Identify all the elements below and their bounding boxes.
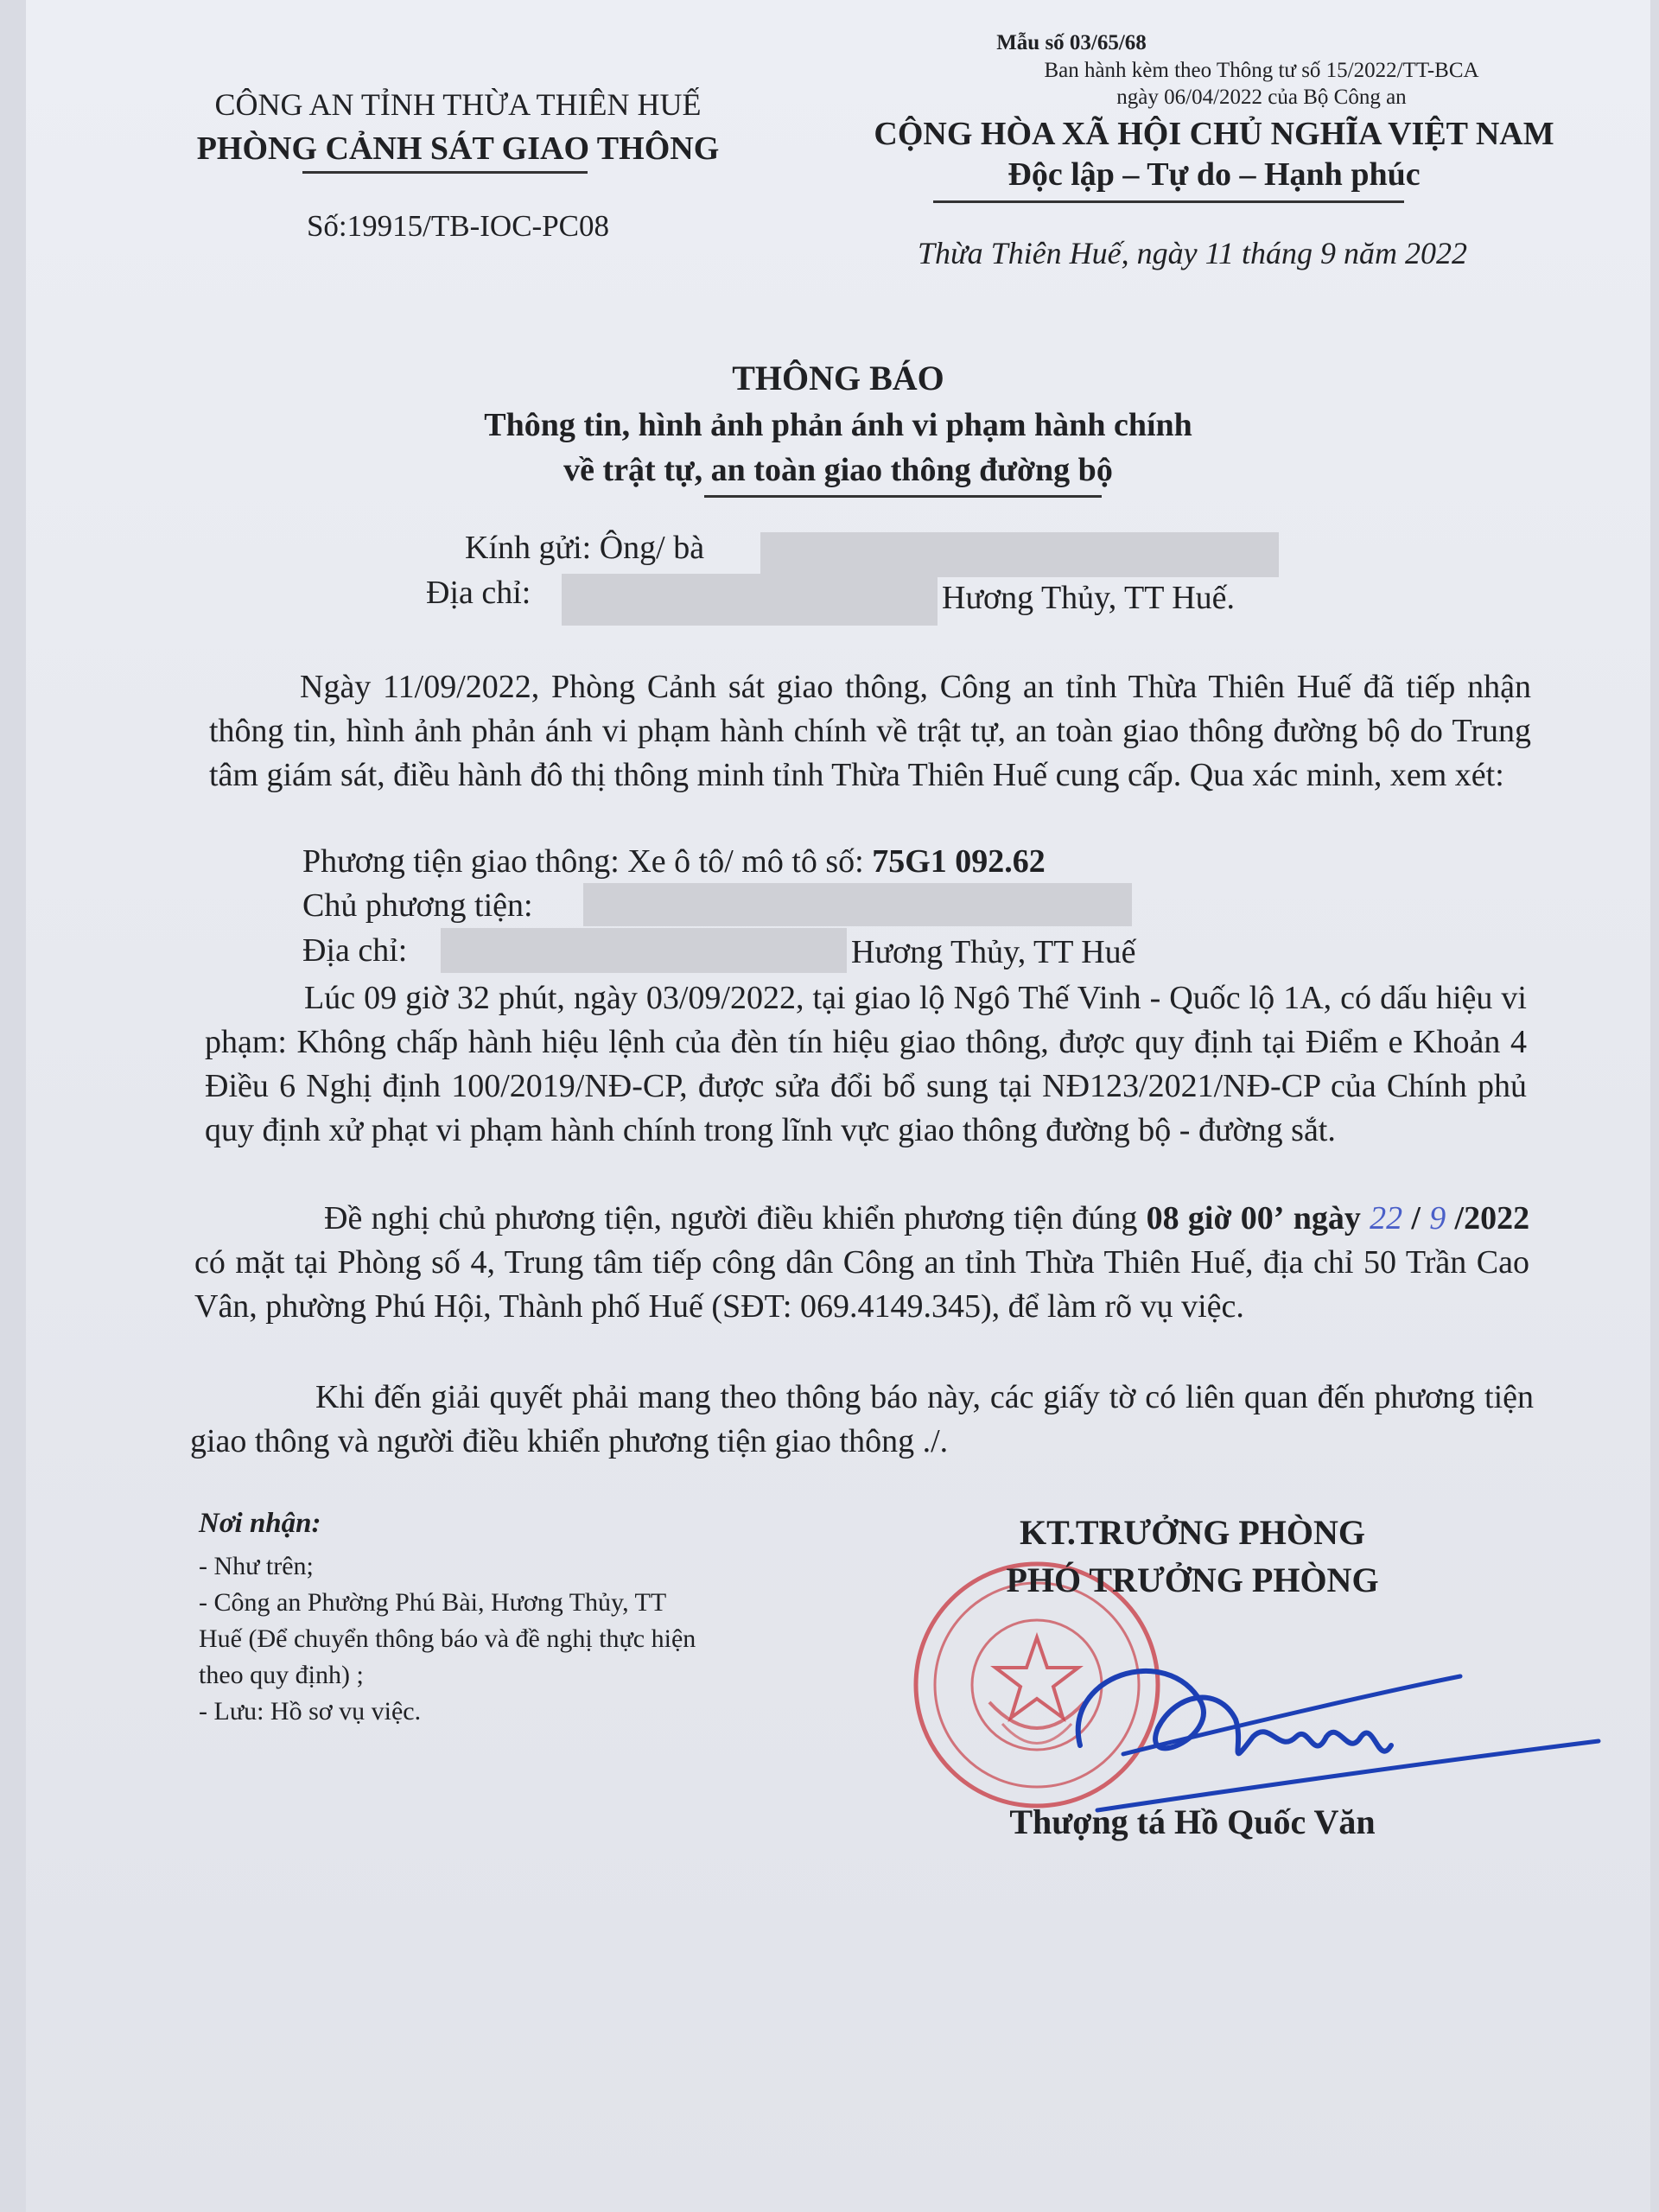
handwritten-month: 9: [1429, 1200, 1446, 1236]
agency-unit: PHÒNG CẢNH SÁT GIAO THÔNG: [196, 130, 720, 167]
issued-with-line1: Ban hành kèm theo Thông tư số 15/2022/TT-BCA: [1044, 59, 1479, 82]
owner-address-suffix: Hương Thủy, TT Huế: [851, 934, 1136, 970]
recipients-list: [199, 1548, 855, 1730]
owner-address-label: Địa chỉ:: [302, 932, 408, 969]
violation-paragraph: Lúc 09 giờ 32 phút, ngày 03/09/2022, tại giao lộ Ngô Thế Vinh - Quốc lộ 1A, có dấu hiệu vi phạm: Không chấp hành hiệu lệnh của đèn tín hiệu giao thông, được quy định tại Điểm e Khoản 4 Điều 6 Nghị định 100/2019/NĐ-CP, được sửa đổi bổ sung tại NĐ123/2021/NĐ-CP của Chính phủ quy định xử phạt vi phạm hành chính trong lĩnh vực giao thông đường bộ - đường sắt.: [205, 980, 1527, 1148]
recipient-item-3: - Lưu: Hồ sơ vụ việc.: [199, 1697, 422, 1726]
motto-underline: [933, 200, 1404, 203]
request-paragraph: Đề nghị chủ phương tiện, người điều khiển phương tiện đúng 08 giờ 00’ ngày 22 / 9 /2022 có mặt tại Phòng số 4, Trung tâm tiếp công dân Công an tỉnh Thừa Thiên Huế, địa chỉ 50 Trần Cao Vân, phường Phú Hội, Thành phố Huế (SĐT: 069.4149.345), để làm rõ vụ việc.: [194, 1200, 1530, 1325]
signer-role-2: PHÓ TRƯỞNG PHÒNG: [1006, 1560, 1379, 1599]
signer-name: Thượng tá Hồ Quốc Văn: [1009, 1802, 1376, 1841]
agency-underline: [302, 171, 588, 174]
handwritten-day: 22: [1370, 1200, 1403, 1236]
nation-motto: Độc lập – Tự do – Hạnh phúc: [1007, 156, 1421, 193]
vehicle-line: [302, 842, 1046, 880]
document-title: THÔNG BÁO: [732, 359, 944, 397]
document-subtitle-line2: về trật tự, an toàn giao thông đường bộ: [563, 452, 1113, 488]
redacted-owner-address: [441, 928, 847, 973]
title-underline: [704, 495, 1102, 498]
request-day-label: ngày: [1293, 1200, 1361, 1236]
request-time: 08 giờ 00’: [1146, 1200, 1285, 1236]
request-start: Đề nghị chủ phương tiện, người điều khiển phương tiện đúng: [324, 1200, 1138, 1236]
redacted-recipient-name: [760, 532, 1279, 577]
owner-label: Chủ phương tiện:: [302, 887, 533, 924]
request-year: /2022: [1454, 1200, 1530, 1236]
request-rest: có mặt tại Phòng số 4, Trung tâm tiếp công dân Công an tỉnh Thừa Thiên Huế, địa chỉ 50 Trần Cao Vân, phường Phú Hội, Thành phố Huế (SĐT: 069.4149.345), để làm rõ vụ việc.: [194, 1244, 1529, 1325]
recipient-item-2a: - Công an Phường Phú Bài, Hương Thủy, TT: [199, 1588, 667, 1617]
recipient-address-suffix: Hương Thủy, TT Huế.: [942, 580, 1236, 616]
document-number: Số:19915/TB-IOC-PC08: [306, 209, 610, 243]
recipient-item-2b: Huế (Để chuyển thông báo và đề nghị thực hiện: [199, 1624, 696, 1653]
document-subtitle-line1: Thông tin, hình ảnh phản ánh vi phạm hành chính: [484, 407, 1192, 443]
recipients-label: Nơi nhận:: [199, 1508, 321, 1539]
nation-name: CỘNG HÒA XÃ HỘI CHỦ NGHĨA VIỆT NAM: [874, 116, 1554, 152]
redacted-recipient-address: [562, 574, 938, 626]
vehicle-label: Phương tiện giao thông: Xe ô tô/ mô tô số:: [302, 843, 864, 880]
issued-with-line2: ngày 06/04/2022 của Bộ Công an: [1116, 86, 1407, 109]
agency-parent: CÔNG AN TỈNH THỪA THIÊN HUẾ: [214, 87, 702, 122]
recipient-address-label: Địa chỉ:: [426, 575, 531, 611]
recipient-label: Kính gửi: Ông/ bà: [465, 530, 705, 566]
recipient-item-2c: theo quy định) ;: [199, 1661, 364, 1689]
signer-role-1: KT.TRƯỞNG PHÒNG: [1020, 1513, 1365, 1552]
redacted-owner-name: [583, 883, 1132, 926]
intro-paragraph: Ngày 11/09/2022, Phòng Cảnh sát giao thông, Công an tỉnh Thừa Thiên Huế đã tiếp nhận thông tin, hình ảnh phản ánh vi phạm hành chính về trật tự, an toàn giao thông đường bộ do Trung tâm giám sát, điều hành đô thị thông minh tỉnh Thừa Thiên Huế cung cấp. Qua xác minh, xem xét:: [209, 669, 1531, 793]
vehicle-plate: 75G1 092.62: [872, 843, 1046, 880]
form-number: Mẫu số 03/65/68: [996, 31, 1147, 54]
closing-paragraph: Khi đến giải quyết phải mang theo thông báo này, các giấy tờ có liên quan đến phương tiện giao thông và người điều khiển phương tiện giao thông ./.: [190, 1379, 1534, 1459]
issued-with-note: [959, 57, 1564, 111]
document-page: [26, 0, 1650, 2212]
recipient-item-1: - Như trên;: [199, 1552, 314, 1580]
place-date: Thừa Thiên Huế, ngày 11 tháng 9 năm 2022: [918, 236, 1467, 270]
